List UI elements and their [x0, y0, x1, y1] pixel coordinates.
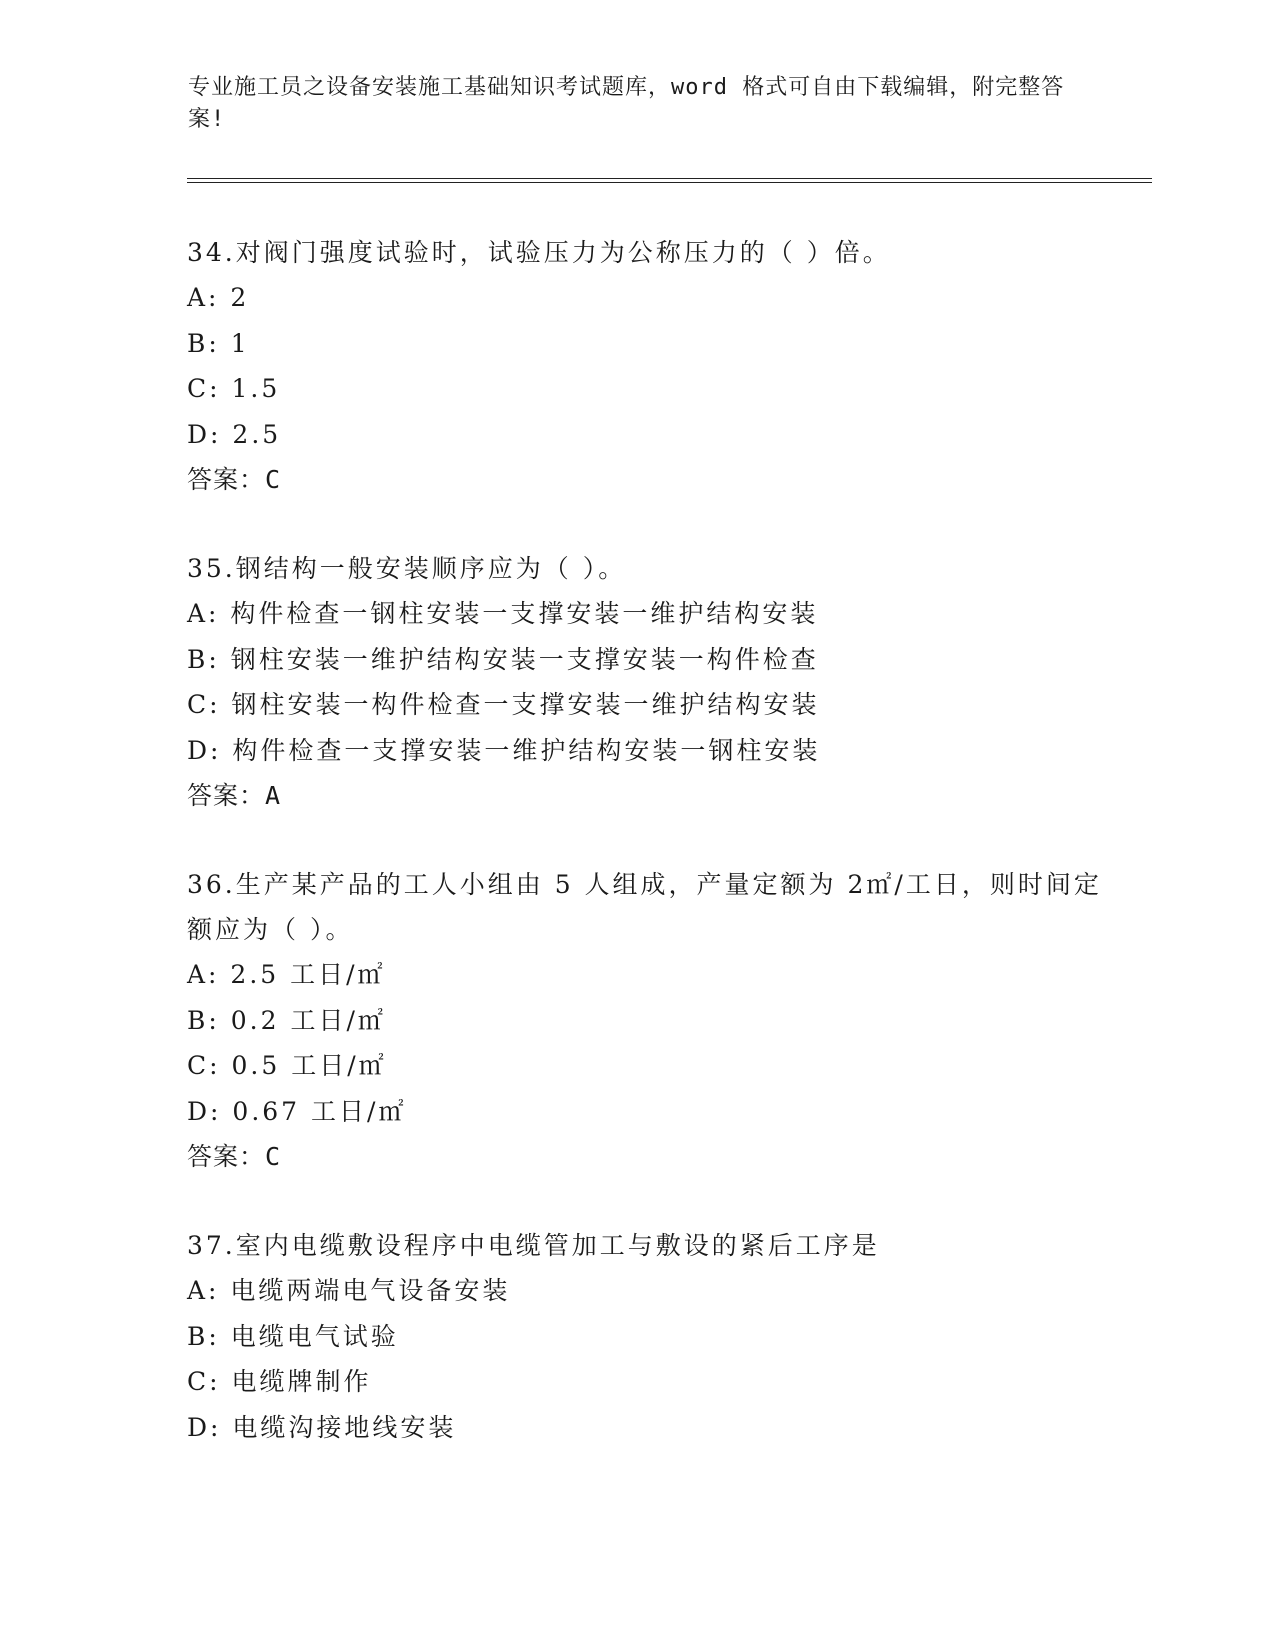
question-list: [187, 230, 1107, 1494]
option-b: B: 1: [187, 328, 250, 358]
option-b: B: 0.2 工日/㎡: [187, 1005, 386, 1035]
option-b: B: 电缆电气试验: [187, 1321, 399, 1351]
question-34: [187, 230, 1107, 502]
option-d: D: 电缆沟接地线安装: [187, 1412, 457, 1442]
answer-line: 答案：C: [187, 465, 282, 494]
document-header: 专业施工员之设备安装施工基础知识考试题库，word 格式可自由下载编辑，附完整答案!: [188, 75, 1065, 132]
question-37: [187, 1223, 1107, 1450]
option-d: D: 2.5: [187, 419, 282, 449]
option-a: A: 电缆两端电气设备安装: [187, 1276, 511, 1305]
option-a: A: 2.5 工日/㎡: [187, 960, 386, 989]
question-stem: 36.生产某产品的工人小组由 5 人组成，产量定额为 2㎡/工日，则时间定额应为（ ）。: [187, 870, 1102, 944]
option-b: B: 钢柱安装一维护结构安装一支撑安装一构件检查: [187, 644, 819, 674]
option-c: C: 电缆牌制作: [187, 1367, 372, 1396]
question-35: [187, 546, 1107, 818]
option-a: A: 构件检查一钢柱安装一支撑安装一维护结构安装: [187, 599, 819, 628]
header-divider-bottom: [187, 182, 1152, 183]
question-stem: 35.钢结构一般安装顺序应为（ ）。: [187, 554, 627, 583]
option-c: C: 0.5 工日/㎡: [187, 1051, 387, 1080]
question-stem: 37.室内电缆敷设程序中电缆管加工与敷设的紧后工序是: [187, 1231, 880, 1260]
option-d: D: 构件检查一支撑安装一维护结构安装一钢柱安装: [187, 735, 821, 765]
option-a: A: 2: [187, 283, 250, 312]
option-c: C: 钢柱安装一构件检查一支撑安装一维护结构安装: [187, 690, 820, 719]
header-divider-top: [187, 178, 1152, 179]
question-stem: 34.对阀门强度试验时，试验压力为公称压力的（ ）倍。: [187, 238, 891, 267]
option-c: C: 1.5: [187, 374, 281, 403]
answer-line: 答案：A: [187, 781, 282, 810]
answer-line: 答案：C: [187, 1142, 282, 1171]
option-d: D: 0.67 工日/㎡: [187, 1096, 407, 1126]
question-36: [187, 862, 1107, 1179]
